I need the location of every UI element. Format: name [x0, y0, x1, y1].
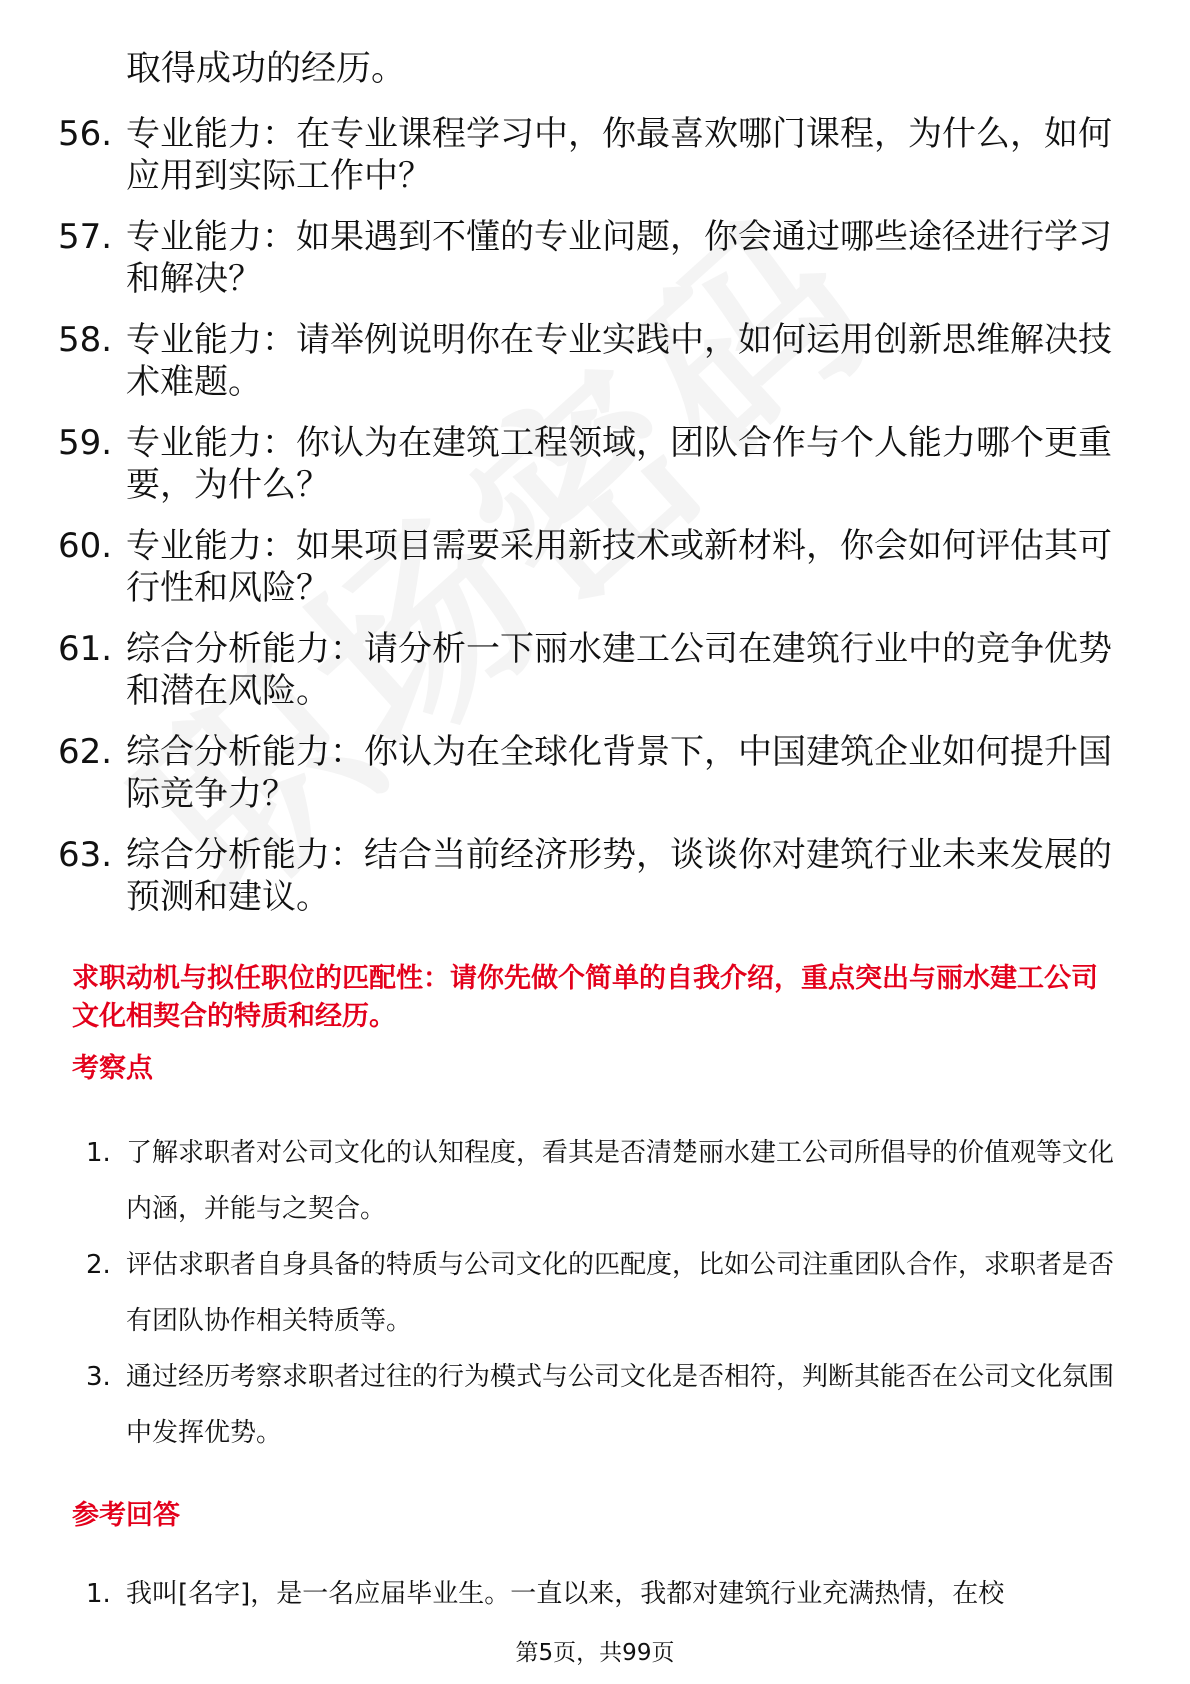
question-text: 综合分析能力：结合当前经济形势，谈谈你对建筑行业未来发展的预测和建议。 [126, 835, 1112, 917]
question-item [58, 731, 1118, 815]
question-number: 62. [58, 732, 113, 772]
question-item [58, 113, 1118, 197]
answer-item [86, 1566, 1126, 1622]
question-text: 专业能力：请举例说明你在专业实践中，如何运用创新思维解决技术难题。 [126, 320, 1112, 402]
assessment-item [86, 1237, 1126, 1349]
assessment-item [86, 1125, 1126, 1237]
question-item [58, 628, 1118, 712]
answer-list [86, 1566, 1126, 1622]
question-text: 综合分析能力：请分析一下丽水建工公司在建筑行业中的竞争优势和潜在风险。 [126, 629, 1112, 711]
answer-number: 1. [86, 1579, 111, 1609]
question-number: 56. [58, 114, 113, 154]
question-item [58, 319, 1118, 403]
answer-text: 我叫[名字]，是一名应届毕业生。一直以来，我都对建筑行业充满热情，在校 [126, 1579, 1005, 1609]
question-text: 专业能力：你认为在建筑工程领域，团队合作与个人能力哪个更重要，为什么？ [126, 423, 1112, 505]
question-number: 58. [58, 320, 113, 360]
question-item [58, 216, 1118, 300]
question-number: 57. [58, 217, 113, 257]
question-text: 专业能力：在专业课程学习中，你最喜欢哪门课程，为什么，如何应用到实际工作中？ [126, 114, 1112, 196]
question-text: 专业能力：如果遇到不懂的专业问题，你会通过哪些途径进行学习和解决？ [126, 217, 1112, 299]
assessment-number: 3. [86, 1362, 111, 1392]
question-number: 61. [58, 629, 113, 669]
assessment-text: 了解求职者对公司文化的认知程度，看其是否清楚丽水建工公司所倡导的价值观等文化内涵，并能与之契合。 [126, 1138, 1115, 1224]
question-number: 59. [58, 423, 113, 463]
question-text: 综合分析能力：你认为在全球化背景下，中国建筑企业如何提升国际竞争力？ [126, 732, 1112, 814]
question-number: 60. [58, 526, 113, 566]
assessment-heading: 考察点 [72, 1053, 153, 1084]
question-item [58, 525, 1118, 609]
answer-heading: 参考回答 [72, 1500, 180, 1531]
question-list [58, 113, 1118, 937]
assessment-number: 1. [86, 1138, 111, 1168]
assessment-number: 2. [86, 1250, 111, 1280]
question-item [58, 834, 1118, 918]
section-title: 求职动机与拟任职位的匹配性：请你先做个简单的自我介绍，重点突出与丽水建工公司文化相契合的特质和经历。 [72, 963, 1098, 1032]
continuation-line: 取得成功的经历。 [126, 49, 407, 89]
assessment-list [86, 1125, 1126, 1461]
assessment-text: 评估求职者自身具备的特质与公司文化的匹配度，比如公司注重团队合作，求职者是否有团队协作相关特质等。 [126, 1250, 1115, 1336]
question-item [58, 422, 1118, 506]
question-text: 专业能力：如果项目需要采用新技术或新材料，你会如何评估其可行性和风险？ [126, 526, 1112, 608]
question-number: 63. [58, 835, 113, 875]
assessment-item [86, 1349, 1126, 1461]
assessment-text: 通过经历考察求职者过往的行为模式与公司文化是否相符，判断其能否在公司文化氛围中发挥优势。 [126, 1362, 1115, 1448]
page-footer: 第5页，共99页 [515, 1640, 675, 1666]
